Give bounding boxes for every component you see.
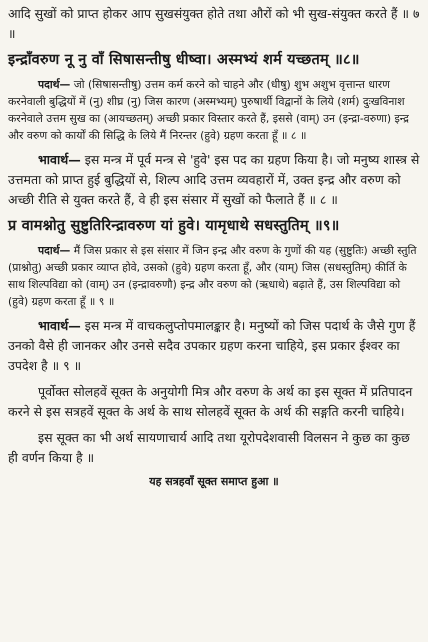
summary-paragraph-1: पूर्वोक्त सोलहवें सूक्त के अनुयोगी मित्र और वरुण के अर्थ का इस सूक्त में प्रतिपादन करने से इस सत्रहवें सूक्त के अर्थ के साथ सोलहवें सूक्त के अर्थ की सङ्गति करनी चाहिये। [8, 384, 413, 419]
bhavarth-9-text: इस मन्त्र में वाचकलुप्तोपमालङ्कार है। मनुष्यों को जिस पदार्थ के जैसे गुण हैं उनको वैसे ही जानकर और उनसे सदैव उपकार ग्रहण करना चाहिये, इस प्रकार ईश्वर का उपदेश है ॥ ९ ॥ [8, 318, 416, 373]
padarth-9 [8, 242, 420, 310]
summary-paragraph-2: इस सूक्त का भी अर्थ सायणाचार्य आदि तथा यूरोपदेशवासी विलसन ने कुछ का कुछ ही वर्णन किया है ॥ [8, 430, 410, 465]
padarth-9-text: मैं जिस प्रकार से इस संसार में जिन इन्द्र और वरुण के गुणों की यह (सुष्टुतिः) अच्छी स्तुति (प्राश्नोतु) अच्छी प्रकार व्याप्त होवे, उसको (हुवे) ग्रहण करता हूँ, और (याम्) जिस (सधस्तुतिम्) कीर्ति के साथ शिल्पविद्या को (वाम्) उन (इन्द्रावरुणौ) इन्द्र और वरुण को (ऋधाथे) बढ़ाते हैं, उस शिल्पविद्या को (हुवे) ग्रहण करता हूँ ॥ ९ ॥ [8, 244, 417, 308]
bhavarth-8-label: भावार्थ— [38, 152, 81, 167]
sukta-end-note: यह सत्रहवाँ सूक्त समाप्त हुआ ॥ [149, 475, 279, 488]
padarth-8-text: जो (सिषासन्तीषु) उत्तम कर्म करने को चाहने और (धीषु) शुभ अशुभ वृत्तान्त धारण करनेवाली बुद्धियों में (नु) शीघ्र (नु) जिस कारण (अस्मभ्यम्) पुरुषार्थी विद्वानों के लिये (शर्म) दुःखविनाश करनेवाले उत्तम सुख का (आयच्छतम्) अच्छी प्रकार विस्तार करते हैं, इससे (वाम्) उन (इन्द्रा-वरुणा) इन्द्र और वरुण को कार्यों की सिद्धि के लिये मैं निरन्तर (हुवे) ग्रहण करता हूँ ॥ ८ ॥ [8, 78, 409, 142]
mantra-8: इन्द्राँवरुण नू नु वाँ सिषासन्तीषु धीष्वा। अस्मभ्यं शर्म यच्छतम् ॥८॥ [8, 52, 360, 68]
mantra-9: प्र वामश्नोतु सुष्टुतिरिन्द्रावरुण यां हुवे। यामृधाथे सधस्तुतिम् ॥९॥ [8, 218, 340, 234]
padarth-8 [8, 76, 420, 144]
verse-7-conclusion: आदि सुखों को प्राप्त होकर आप सुखसंयुक्त होते तथा औरों को भी सुख-संयुक्त करते हैं ॥ ७ ॥ [8, 6, 420, 41]
bhavarth-8 [8, 150, 420, 210]
padarth-9-label: पदार्थ— [38, 244, 71, 257]
padarth-8-label: पदार्थ— [38, 78, 71, 91]
bhavarth-9-label: भावार्थ— [38, 318, 81, 333]
bhavarth-8-text: इस मन्त्र में पूर्व मन्त्र से 'हुवे' इस पद का ग्रहण किया है। जो मनुष्य शास्त्र से उत्तमता को प्राप्त हुई बुद्धियों से, शिल्प आदि उत्तम व्यवहारों में, उक्त इन्द्र और वरुण को अच्छी रीति से युक्त करते हैं, वे ही इस संसार में सुखों को फैलाते हैं ॥ ८ ॥ [8, 152, 420, 207]
bhavarth-9 [8, 316, 420, 376]
